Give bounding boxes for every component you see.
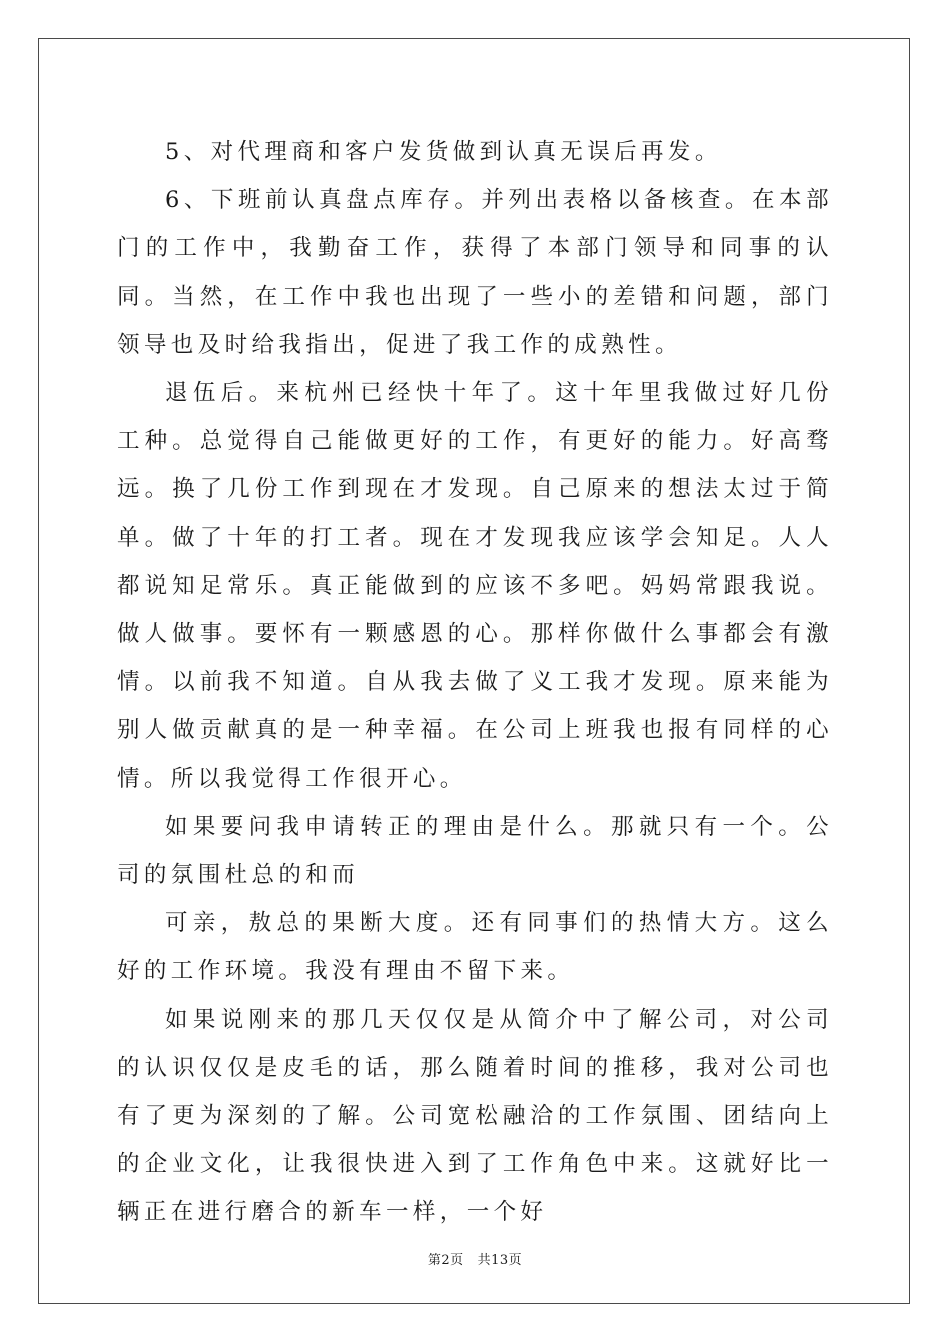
- paragraph: 退伍后。来杭州已经快十年了。这十年里我做过好几份工种。总觉得自己能做更好的工作，有更好的能力。好高骛远。换了几份工作到现在才发现。自己原来的想法太过于简单。做了十年的打工者。现在才发现我应该学会知足。人人都说知足常乐。真正能做到的应该不多吧。妈妈常跟我说。做人做事。要怀有一颗感恩的心。那样你做什么事都会有激情。以前我不知道。自从我去做了义工我才发现。原来能为别人做贡献真的是一种幸福。在公司上班我也报有同样的心情。所以我觉得工作很开心。: [117, 380, 833, 792]
- page-total: 共13页: [477, 1253, 523, 1268]
- page-footer: [0, 1249, 950, 1268]
- paragraph: 如果要问我申请转正的理由是什么。那就只有一个。公司的氛围杜总的和而: [117, 813, 833, 889]
- paragraph: 可亲，敖总的果断大度。还有同事们的热情大方。这么好的工作环境。我没有理由不留下来。: [117, 910, 833, 985]
- document-body: [117, 128, 833, 1237]
- paragraph: 如果说刚来的那几天仅仅是从简介中了解公司，对公司的认识仅仅是皮毛的话，那么随着时间的推移，我对公司也有了更为深刻的了解。公司宽松融洽的工作氛围、团结向上的企业文化，让我很快进入到了工作角色中来。这就好比一辆正在进行磨合的新车一样，一个好: [117, 1006, 833, 1226]
- page-number: 第2页: [427, 1253, 464, 1268]
- paragraph: 6、下班前认真盘点库存。并列出表格以备核查。在本部门的工作中，我勤奋工作，获得了本部门领导和同事的认同。当然，在工作中我也出现了一些小的差错和问题，部门领导也及时给我指出，促进了我工作的成熟性。: [117, 187, 833, 358]
- paragraph: 5、对代理商和客户发货做到认真无误后再发。: [165, 139, 722, 165]
